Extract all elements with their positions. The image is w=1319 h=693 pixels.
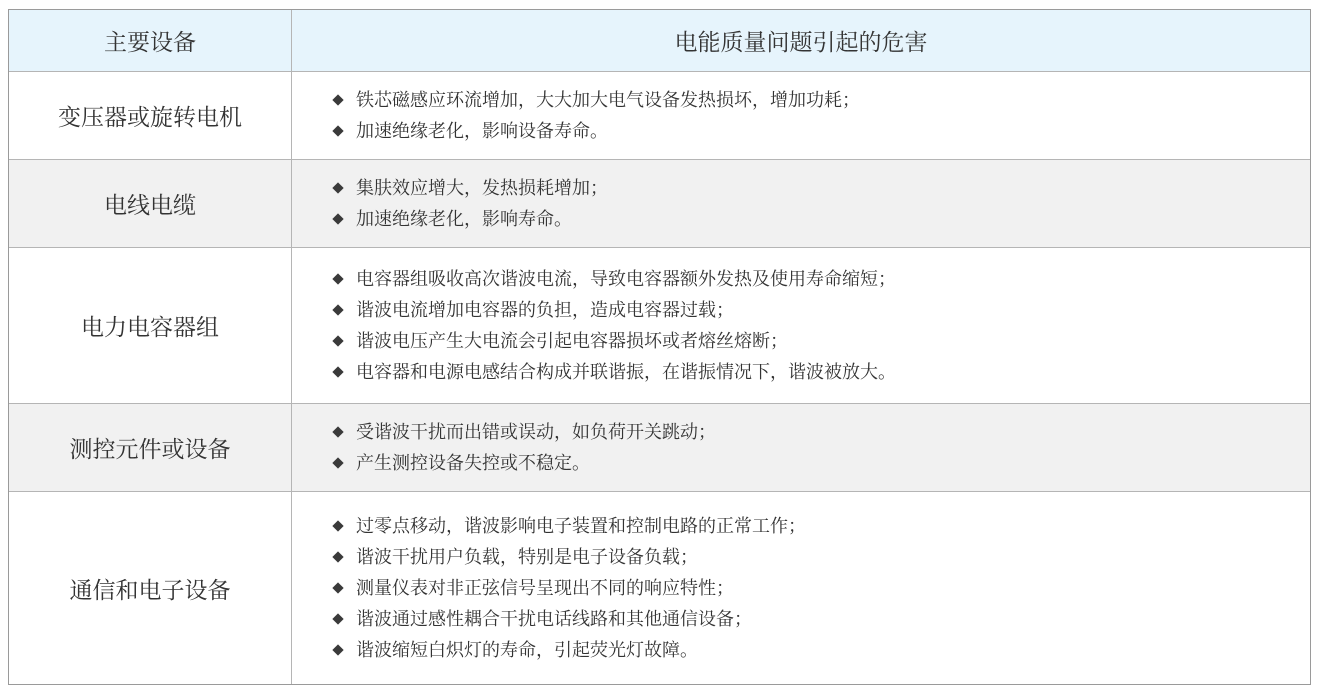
hazard-text: 加速绝缘老化，影响设备寿命。 [356, 120, 608, 142]
diamond-bullet-icon [332, 426, 343, 437]
hazard-item [332, 116, 1310, 147]
equipment-cell: 变压器或旋转电机 [9, 72, 292, 159]
diamond-bullet-icon [332, 582, 343, 593]
hazard-item [332, 85, 1310, 116]
hazard-item [332, 635, 1310, 666]
header-hazards: 电能质量问题引起的危害 [674, 30, 928, 56]
hazard-item [332, 173, 1310, 204]
hazard-item [332, 357, 1310, 388]
diamond-bullet-icon [332, 213, 343, 224]
diamond-bullet-icon [332, 613, 343, 624]
diamond-bullet-icon [332, 520, 343, 531]
hazards-cell [292, 404, 1310, 491]
hazard-item [332, 295, 1310, 326]
diamond-bullet-icon [332, 551, 343, 562]
hazard-text: 电容器组吸收高次谐波电流，导致电容器额外发热及使用寿命缩短； [356, 268, 896, 290]
diamond-bullet-icon [332, 335, 343, 346]
table-row [9, 491, 1310, 684]
table-row [9, 159, 1310, 247]
hazard-text: 加速绝缘老化，影响寿命。 [356, 208, 572, 230]
diamond-bullet-icon [332, 457, 343, 468]
hazard-text: 电容器和电源电感结合构成并联谐振，在谐振情况下，谐波被放大。 [356, 361, 896, 383]
hazard-item [332, 511, 1310, 542]
hazard-text: 铁芯磁感应环流增加，大大加大电气设备发热损坏，增加功耗； [356, 89, 860, 111]
hazard-item [332, 326, 1310, 357]
hazards-cell [292, 72, 1310, 159]
diamond-bullet-icon [332, 366, 343, 377]
table-row [9, 71, 1310, 159]
hazard-text: 集肤效应增大，发热损耗增加； [356, 177, 608, 199]
hazard-item [332, 542, 1310, 573]
diamond-bullet-icon [332, 94, 343, 105]
hazard-item [332, 264, 1310, 295]
hazards-cell [292, 160, 1310, 247]
hazard-item [332, 417, 1310, 448]
hazard-item [332, 573, 1310, 604]
diamond-bullet-icon [332, 273, 343, 284]
diamond-bullet-icon [332, 644, 343, 655]
header-equipment: 主要设备 [9, 10, 292, 71]
table-row [9, 247, 1310, 403]
hazard-text: 产生测控设备失控或不稳定。 [356, 452, 590, 474]
hazard-text: 谐波电流增加电容器的负担，造成电容器过载； [356, 299, 734, 321]
diamond-bullet-icon [332, 182, 343, 193]
hazards-cell [292, 248, 1310, 403]
table-row [9, 403, 1310, 491]
diamond-bullet-icon [332, 304, 343, 315]
hazard-text: 谐波电压产生大电流会引起电容器损坏或者熔丝熔断； [356, 330, 788, 352]
equipment-cell: 电线电缆 [9, 160, 292, 247]
table-header [9, 10, 1310, 71]
equipment-cell: 通信和电子设备 [9, 492, 292, 684]
hazards-cell [292, 492, 1310, 684]
hazard-text: 过零点移动，谐波影响电子装置和控制电路的正常工作； [356, 515, 806, 537]
equipment-cell: 测控元件或设备 [9, 404, 292, 491]
hazard-text: 受谐波干扰而出错或误动，如负荷开关跳动； [356, 421, 716, 443]
hazard-text: 谐波缩短白炽灯的寿命，引起荧光灯故障。 [356, 639, 698, 661]
equipment-cell: 电力电容器组 [9, 248, 292, 403]
diamond-bullet-icon [332, 125, 343, 136]
hazard-text: 谐波干扰用户负载，特别是电子设备负载； [356, 546, 698, 568]
hazard-text: 测量仪表对非正弦信号呈现出不同的响应特性； [356, 577, 734, 599]
hazard-item [332, 604, 1310, 635]
hazard-item [332, 204, 1310, 235]
hazard-table [8, 9, 1311, 685]
hazard-text: 谐波通过感性耦合干扰电话线路和其他通信设备； [356, 608, 752, 630]
hazard-item [332, 448, 1310, 479]
